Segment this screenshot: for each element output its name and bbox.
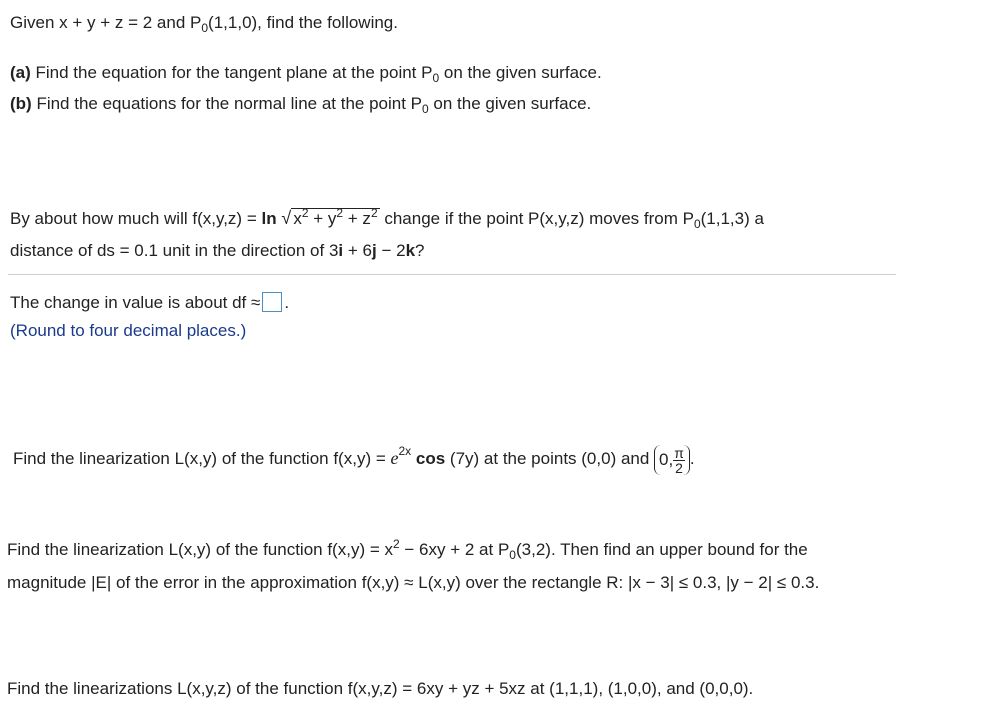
fraction-numerator: π	[674, 444, 684, 461]
pi-over-2-fraction	[673, 446, 685, 475]
problem3-question	[13, 440, 695, 476]
radicand-sq1: 2	[301, 206, 309, 220]
vector-j: j	[371, 241, 377, 260]
given-suffix: (1,1,0), find the following.	[208, 13, 398, 32]
part-a-suffix: on the given surface.	[439, 63, 602, 82]
problem1-given	[10, 12, 398, 34]
radicand-y: + y	[308, 209, 337, 228]
ln-operator: ln	[261, 209, 277, 228]
p4-line1-end: (3,2). Then find an upper bound for the	[515, 540, 808, 559]
p4-sup: 2	[392, 537, 400, 551]
p3-prefix: Find the linearization L(x,y) of the function f(x,y) =	[13, 449, 391, 468]
part-b-suffix: on the given surface.	[428, 94, 592, 113]
problem2-answer-line	[10, 292, 289, 314]
part-a-sub: 0	[432, 71, 440, 85]
answer-suffix: .	[284, 293, 290, 312]
sqrt-sign: √	[281, 208, 292, 228]
radicand-z: + z	[343, 209, 371, 228]
part-b-prefix: Find the equations for the normal line at the point P	[31, 94, 423, 113]
vector-i: i	[338, 241, 344, 260]
p4-line1-prefix: Find the linearization L(x,y) of the function f(x,y) = x	[7, 540, 393, 559]
exp-power: 2x	[398, 444, 412, 458]
p3-middle: (7y) at the points (0,0) and	[445, 449, 655, 468]
q-qmark: ?	[415, 241, 425, 260]
part-a-prefix: Find the equation for the tangent plane at the point P	[30, 63, 433, 82]
exp-e: e	[390, 448, 399, 468]
problem2-question-line2	[10, 240, 425, 262]
p4-sub: 0	[509, 548, 516, 562]
sqrt-expression	[281, 208, 379, 230]
q-end: (1,1,3) a	[700, 209, 764, 228]
q-line2-prefix: distance of ds = 0.1 unit in the direction of 3	[10, 241, 339, 260]
part-b-label: (b)	[10, 94, 32, 113]
cos-operator: cos	[415, 449, 446, 468]
section-divider	[8, 274, 896, 275]
given-sub: 0	[201, 21, 209, 35]
problem1-part-a	[10, 62, 602, 84]
problem1-part-b	[10, 93, 591, 115]
answer-prefix: The change in value is about df ≈	[10, 293, 261, 312]
problem5-question: Find the linearizations L(x,y,z) of the function f(x,y,z) = 6xy + yz + 5xz at (1,1,1), (1,0,0), and (0,0,0).	[7, 679, 754, 698]
q-sub: 0	[693, 217, 701, 231]
part-a-label: (a)	[10, 63, 31, 82]
q-prefix: By about how much will f(x,y,z) =	[10, 209, 262, 228]
p3-end: .	[689, 449, 695, 468]
part-b-sub: 0	[422, 102, 429, 116]
q-mid3: − 2	[376, 241, 406, 260]
point-parens	[654, 445, 690, 475]
fraction-denominator: 2	[675, 459, 683, 476]
q-middle: change if the point P(x,y,z) moves from P	[379, 209, 694, 228]
given-prefix: Given x + y + z = 2 and P	[10, 13, 202, 32]
p4-line1-mid: − 6xy + 2 at P	[399, 540, 510, 559]
vector-k: k	[405, 241, 416, 260]
problem4-line1	[7, 539, 808, 561]
radicand-sq3: 2	[370, 206, 378, 220]
q-mid2: + 6	[343, 241, 372, 260]
radicand	[291, 208, 379, 228]
problem4-line2: magnitude |E| of the error in the approximation f(x,y) ≈ L(x,y) over the rectangle R: |x − 3| ≤ 0.3, |y − 2| ≤ 0.3.	[7, 573, 820, 592]
radicand-x: x	[293, 209, 302, 228]
point-x: 0,	[659, 449, 674, 469]
radicand-sq2: 2	[336, 206, 344, 220]
problem2-question-line1	[10, 208, 764, 230]
answer-input[interactable]	[262, 292, 282, 312]
round-note: (Round to four decimal places.)	[10, 321, 247, 340]
